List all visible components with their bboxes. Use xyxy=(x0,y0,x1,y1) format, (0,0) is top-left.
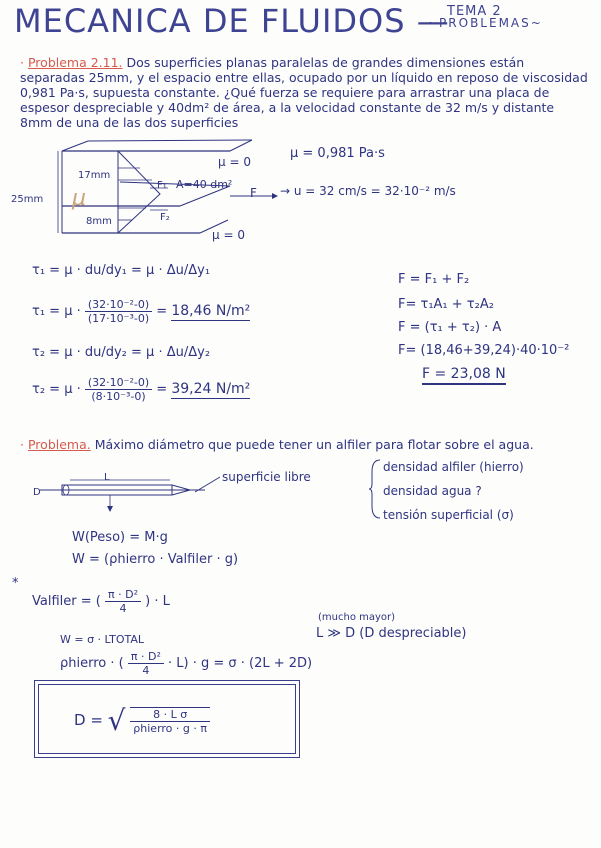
balance-left: ρhierro · xyxy=(60,656,115,671)
final-fraction xyxy=(130,707,210,735)
tau1-calculation: τ₁ = μ · $\frac{\text{(32·10⁻²-0)}}{\text{(17·10⁻³-0)}}$ = 18,46 N/m² xyxy=(32,298,251,325)
problem2-label: Problema. xyxy=(27,437,91,452)
area-label: A=40 dm² xyxy=(176,178,233,191)
final-denominator: ρhierro · g · π xyxy=(133,721,207,735)
star-mark: * xyxy=(12,576,19,591)
force-line-2: F= τ₁A₁ + τ₂A₂ xyxy=(398,297,494,312)
tema-label: TEMA 2 xyxy=(447,4,502,19)
tau1-definition: τ₁ = μ · du/dy₁ = μ · Δu/Δy₁ xyxy=(32,263,211,278)
bullet: · xyxy=(20,437,24,452)
tau2-calc-left: τ₂ = μ · xyxy=(32,382,81,397)
surface-label: superficie libre xyxy=(222,470,311,484)
mu-value: μ = 0,981 Pa·s xyxy=(290,146,385,161)
h-total-label: 25mm xyxy=(11,194,44,205)
list-item-density-pin: densidad alfiler (hierro) xyxy=(383,460,524,474)
force-line-4: F= (18,46+39,24)·40·10⁻² xyxy=(398,343,570,358)
list-item-surface-tension: tensión superficial (σ) xyxy=(383,508,514,522)
problemas-label: ~PROBLEMAS~ xyxy=(427,16,543,30)
note-mucho-mayor: (mucho mayor) xyxy=(318,612,396,623)
tau2-calculation: τ₂ = μ · $\frac{\text{(32·10⁻²-0)}}{\text{(8·10⁻³-0)}}$ = 39,24 N/m² xyxy=(32,376,251,403)
force-line-3: F = (τ₁ + τ₂) · A xyxy=(398,320,502,335)
balance-numerator: π · D² xyxy=(128,650,164,664)
note-l-much-greater-d: L ≫ D (D despreciable) xyxy=(316,626,467,641)
pin-diameter-label: D xyxy=(33,487,41,498)
problem2-statement xyxy=(20,437,590,452)
volume-fraction xyxy=(105,588,141,615)
tau2-fraction xyxy=(85,376,152,403)
volume-denominator: 4 xyxy=(119,602,127,615)
mu-bottom-label: μ = 0 xyxy=(212,228,245,242)
force-label: F xyxy=(250,186,257,200)
final-left: D = xyxy=(74,711,103,729)
force-result: F = 23,08 N xyxy=(422,366,506,385)
tau1-fraction xyxy=(85,298,152,325)
list-item-density-water: densidad agua ? xyxy=(383,484,482,498)
final-numerator: 8 · L σ xyxy=(130,708,210,722)
problem1-statement xyxy=(20,55,590,130)
volume-eq-right: · L xyxy=(154,594,170,609)
brace xyxy=(368,458,382,520)
page-title: MECANICA DE FLUIDOS — xyxy=(14,2,450,40)
problem1-label: Problema 2.11. xyxy=(27,55,123,70)
balance-equation: ρhierro · ( $\frac{\text{π · D²}}{4}$ · L) · g = σ · (2L + 2D) xyxy=(60,650,313,677)
f1-label: F₁ xyxy=(157,180,167,191)
tau1-result: 18,46 N/m² xyxy=(171,303,251,319)
tau1-denominator: (17·10⁻³-0) xyxy=(87,312,150,325)
force-line-1: F = F₁ + F₂ xyxy=(398,272,470,287)
tau2-definition: τ₂ = μ · du/dy₂ = μ · Δu/Δy₂ xyxy=(32,345,211,360)
volume-numerator: π · D² xyxy=(105,588,141,602)
balance-right: · L) · g = σ · (2L + 2D) xyxy=(168,656,313,671)
tau1-numerator: (32·10⁻²-0) xyxy=(85,298,152,312)
volume-equation: Valfiler = ( $\frac{\text{π · D²}}{4}$ ) · L xyxy=(32,588,170,615)
tension-equation: W = σ · LTOTAL xyxy=(60,633,145,646)
bullet: · xyxy=(20,55,24,70)
volume-eq-left: Valfiler = xyxy=(32,594,92,609)
pin-length-label: L xyxy=(104,472,110,483)
velocity-label: → u = 32 cm/s = 32·10⁻² m/s xyxy=(280,184,456,198)
weight-equation-2: W = (ρhierro · Valfiler · g) xyxy=(72,552,239,567)
h-top-label: 17mm xyxy=(78,170,111,181)
problem1-text: Dos superficies planas paralelas de grandes dimensiones están separadas 25mm, y el espacio entre ellas, ocupado por un líquido en reposo de viscosidad 0,981 Pa·s, supuesta constante. ¿Qué fuerza se requiere para arrastrar una placa de espesor despreciable y 40dm² de área, a la velocidad constante de 32 m/s y distante 8mm de una de las dos superficies xyxy=(20,55,588,130)
balance-fraction xyxy=(128,650,164,677)
tau2-numerator: (32·10⁻²-0) xyxy=(85,376,152,390)
balance-denominator: 4 xyxy=(142,664,150,677)
tau2-denominator: (8·10⁻³-0) xyxy=(91,390,146,403)
mu-fluid-label: μ xyxy=(72,186,86,211)
problem2-text: Máximo diámetro que puede tener un alfiler para flotar sobre el agua. xyxy=(94,437,534,452)
tau1-calc-left: τ₁ = μ · xyxy=(32,304,81,319)
h-bottom-label: 8mm xyxy=(86,216,112,227)
final-equation: D = √ $\frac{\text{8 · L σ}}{\text{ρhierro · g · π}}$ xyxy=(74,704,210,737)
tau2-result: 39,24 N/m² xyxy=(171,381,251,397)
mu-top-label: μ = 0 xyxy=(218,155,251,169)
f2-label: F₂ xyxy=(160,212,170,223)
weight-equation: W(Peso) = M·g xyxy=(72,530,168,545)
